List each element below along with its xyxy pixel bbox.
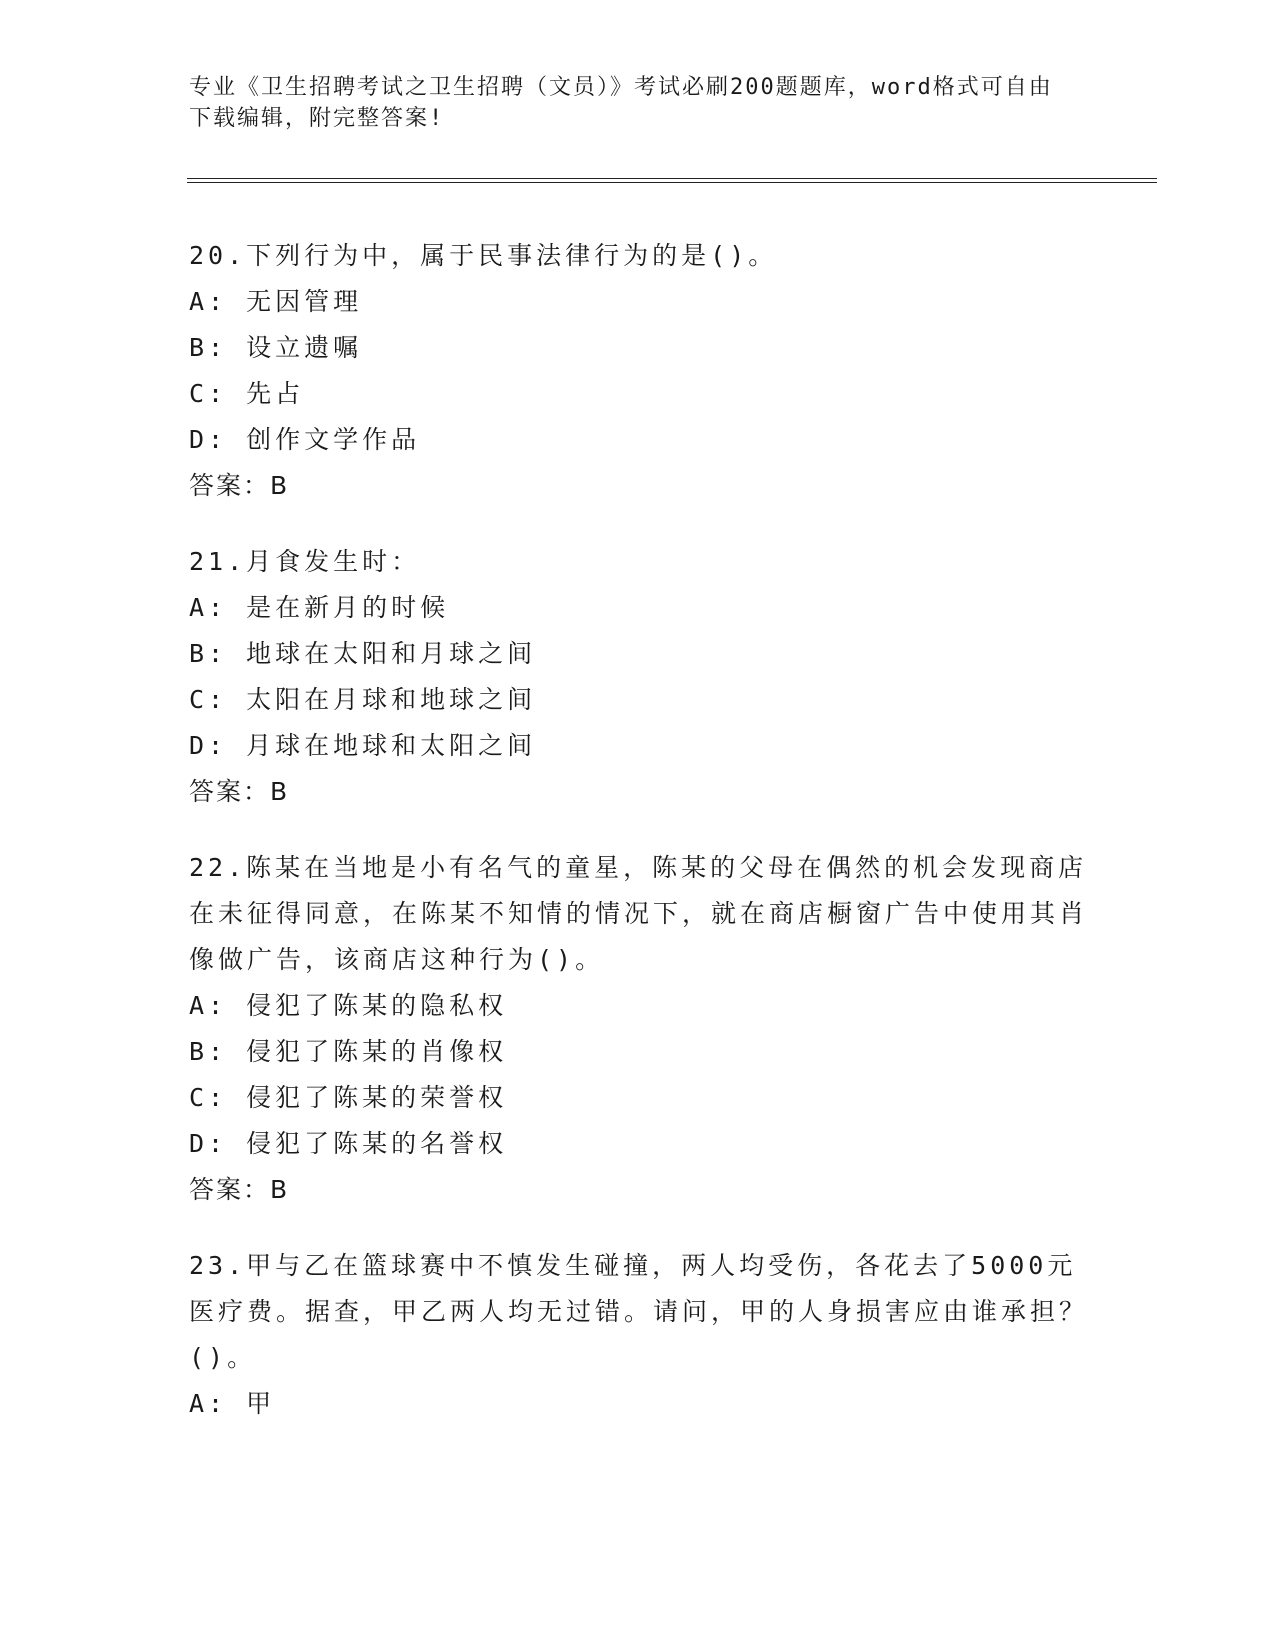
option-c: C: 太阳在月球和地球之间 bbox=[189, 685, 537, 714]
option-a: A: 侵犯了陈某的隐私权 bbox=[189, 991, 508, 1020]
option-a: A: 无因管理 bbox=[189, 287, 363, 316]
question-stem: 22.陈某在当地是小有名气的童星，陈某的父母在偶然的机会发现商店在未征得同意，在陈某不知情的情况下，就在商店橱窗广告中使用其肖像做广告，该商店这种行为()。 bbox=[189, 853, 1089, 974]
option-b: B: 侵犯了陈某的肖像权 bbox=[189, 1037, 508, 1066]
question-21 bbox=[189, 539, 1089, 815]
answer-line: 答案：B bbox=[189, 471, 290, 500]
answer-line: 答案：B bbox=[189, 1175, 290, 1204]
header-rule-top bbox=[187, 178, 1157, 179]
option-c: C: 先占 bbox=[189, 379, 305, 408]
document-header: 专业《卫生招聘考试之卫生招聘（文员）》考试必刷200题题库，word格式可自由下载编辑，附完整答案! bbox=[189, 75, 1053, 131]
question-stem: 20.下列行为中，属于民事法律行为的是()。 bbox=[189, 241, 778, 270]
option-d: D: 创作文学作品 bbox=[189, 425, 421, 454]
question-stem: 23.甲与乙在篮球赛中不慎发生碰撞，两人均受伤，各花去了5000元医疗费。据查，甲乙两人均无过错。请问，甲的人身损害应由谁承担？()。 bbox=[189, 1251, 1089, 1372]
option-c: C: 侵犯了陈某的荣誉权 bbox=[189, 1083, 508, 1112]
option-d: D: 月球在地球和太阳之间 bbox=[189, 731, 537, 760]
option-a: A: 是在新月的时候 bbox=[189, 593, 450, 622]
question-20 bbox=[189, 233, 1089, 509]
question-22 bbox=[189, 845, 1089, 1213]
option-d: D: 侵犯了陈某的名誉权 bbox=[189, 1129, 508, 1158]
option-b: B: 地球在太阳和月球之间 bbox=[189, 639, 537, 668]
option-b: B: 设立遗嘱 bbox=[189, 333, 363, 362]
question-23 bbox=[189, 1243, 1089, 1427]
answer-line: 答案：B bbox=[189, 777, 290, 806]
option-a: A: 甲 bbox=[189, 1389, 276, 1418]
header-rule-bottom bbox=[187, 182, 1157, 183]
question-list bbox=[189, 233, 1089, 1457]
question-stem: 21.月食发生时： bbox=[189, 547, 421, 576]
